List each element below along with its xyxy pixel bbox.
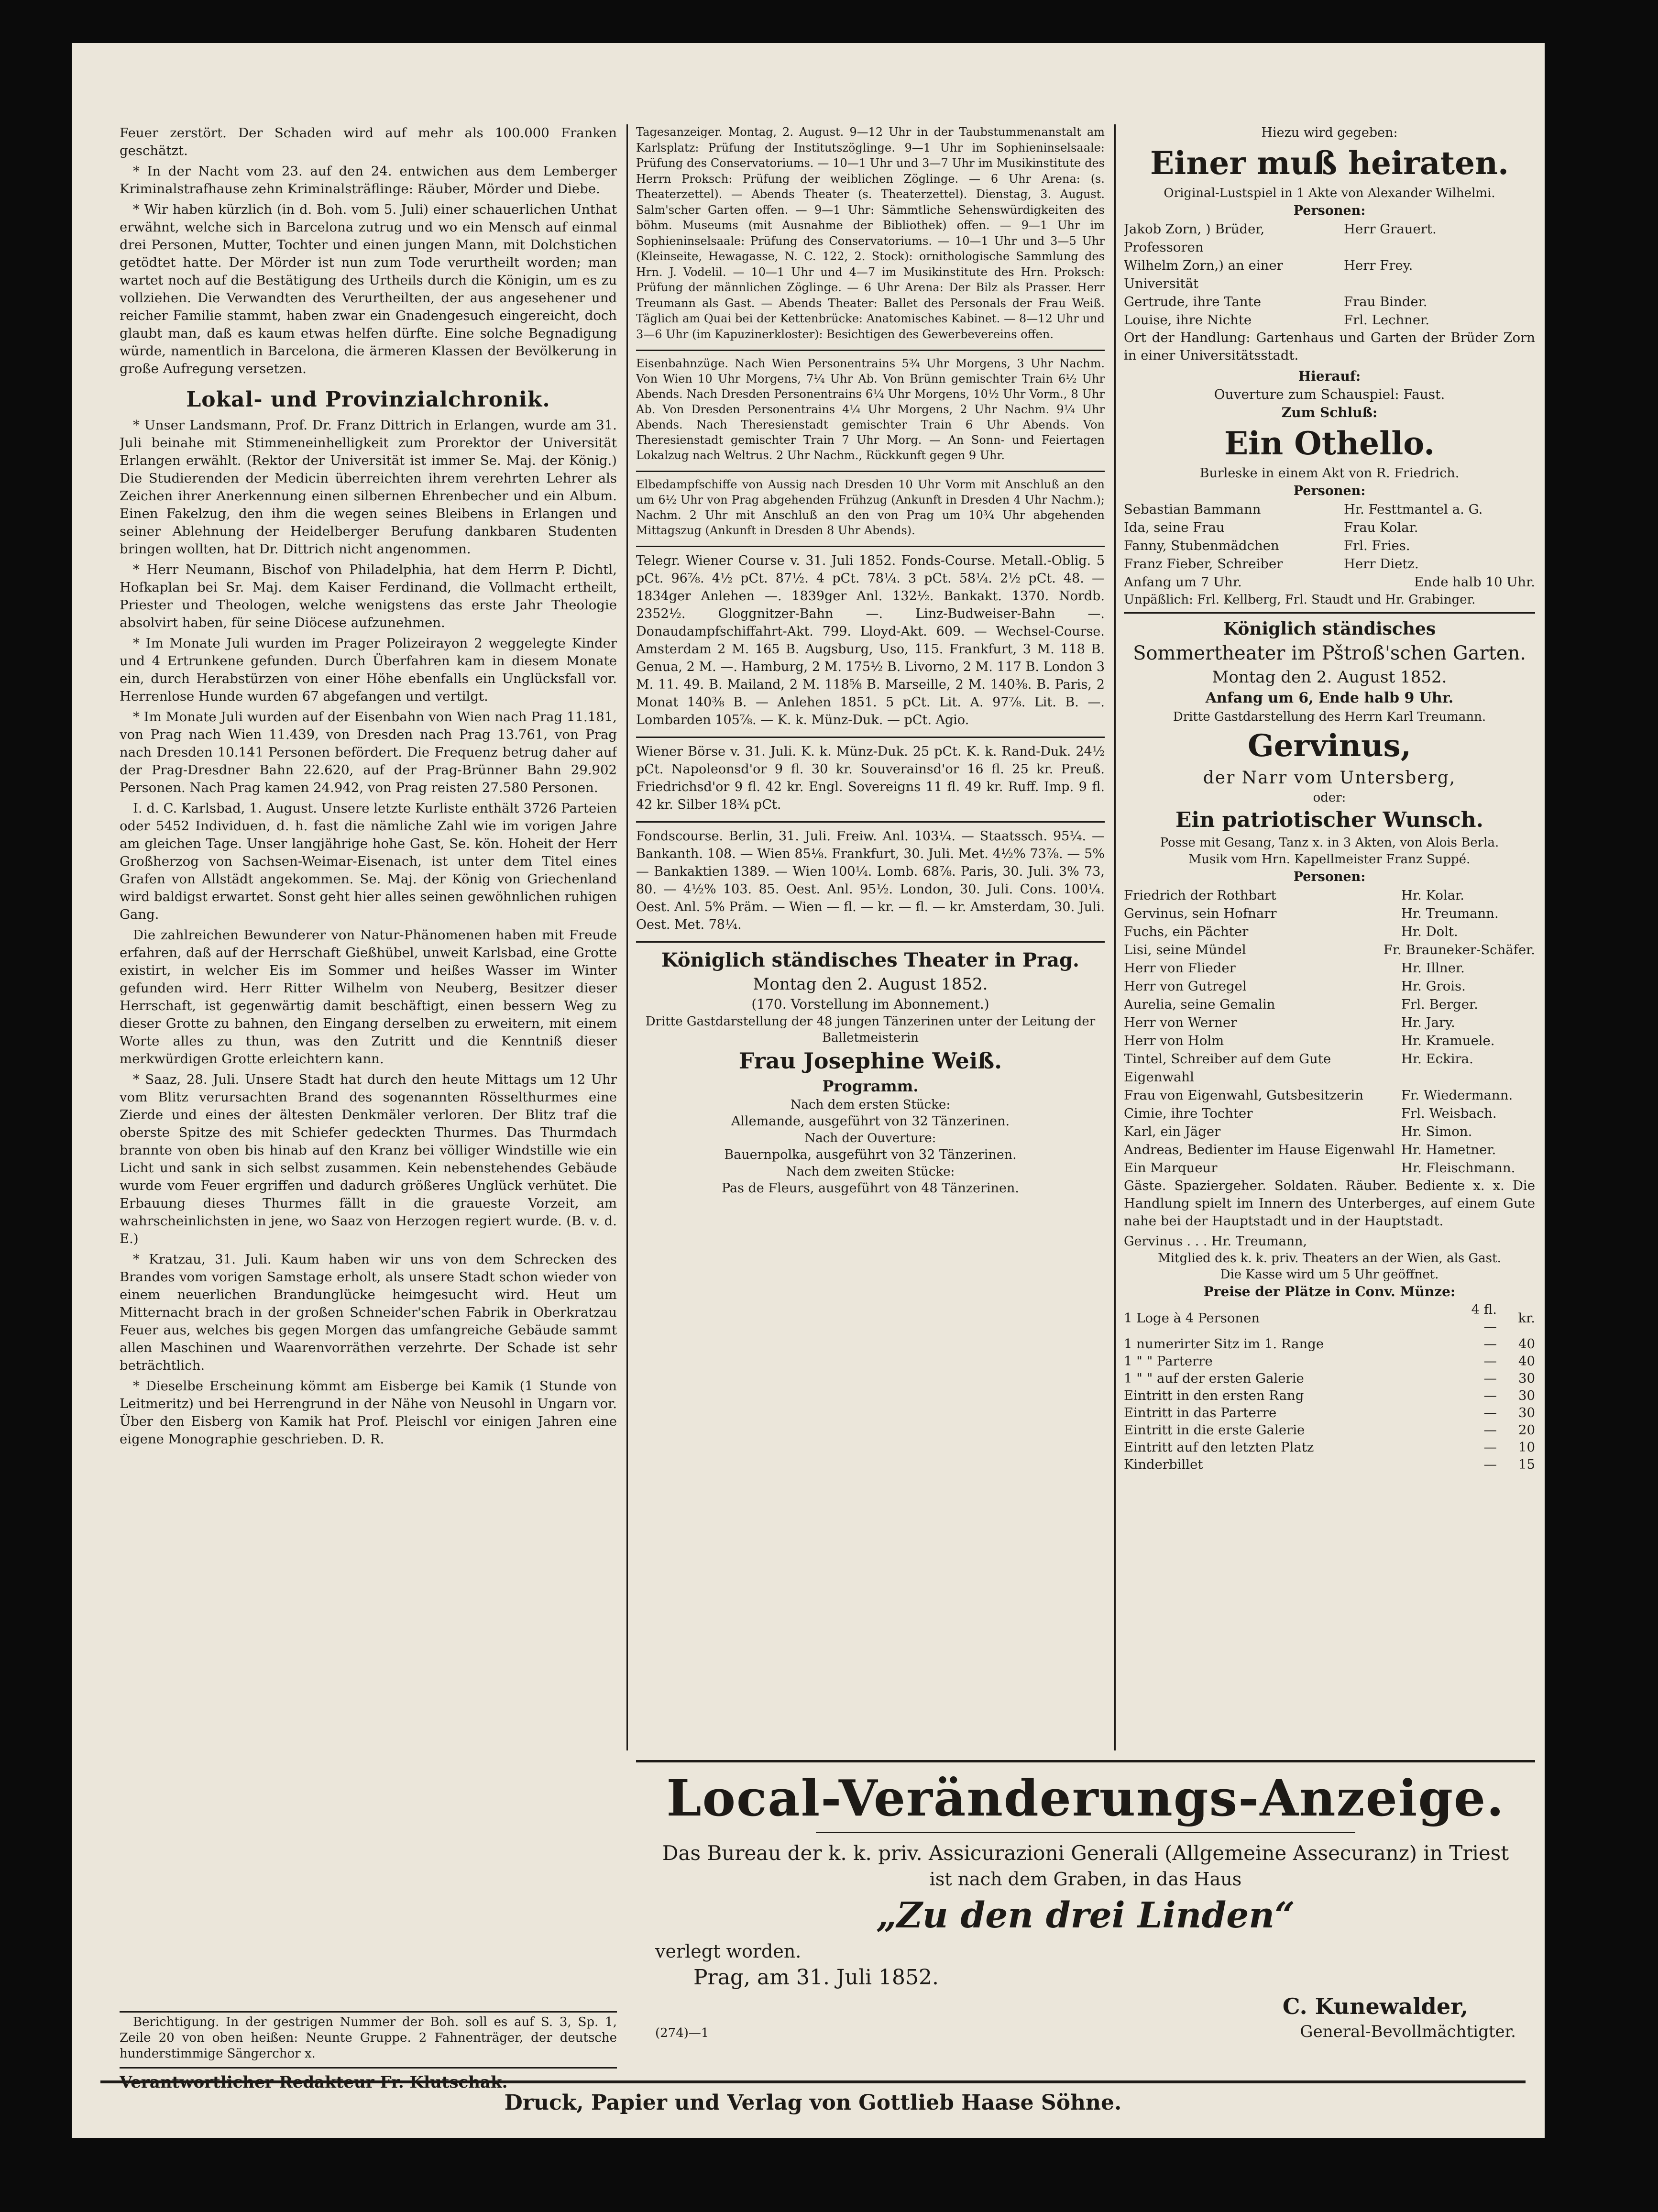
cast-row — [1124, 941, 1535, 959]
gaeste: Gäste. Spaziergeher. Soldaten. Räuber. Bediente x. x. Die Handlung spielt im Innern des Unterberges, auf einem Gute nahe bei der Hauptstadt und in der Hauptstadt. — [1124, 1178, 1535, 1229]
role: Jakob Zorn, ) Brüder, Professoren — [1124, 221, 1265, 255]
actor: Fr. Wiedermann. — [1401, 1088, 1513, 1103]
price-fl: — — [1483, 1440, 1497, 1455]
actor: Hr. Dolt. — [1401, 924, 1458, 939]
paragraph: * Wir haben kürzlich (in d. Boh. vom 5. Juli) einer schauerlichen Unthat erwähnt, welche sich in Barcelona zutrug und wo ein Mensch auf einmal drei Personen, Mutter, Tochter und einen jungen Mann, mit Dolchstichen getödtet hatte. Der Mörder ist nun zum Tode verurtheilt worden; man wartet noch auf die Bestätigung des Urtheils durch die Königin, um es zu vollziehen. Die Verwandten des Verurtheilten, der aus angesehener und reicher Familie stammt, haben zwar ein Gnadengesuch eingereicht, doch glaubt man, daß es kaum etwas helfen dürfte. Eine solche Begnadigung würde, namentlich in Barcelona, die ärmeren Klassen der Bevölkerung in große Aufregung versetzen. — [120, 202, 617, 376]
actor: Herr Frey. — [1344, 258, 1413, 273]
actor: Frau Binder. — [1344, 294, 1427, 309]
theater-box — [636, 947, 1105, 1197]
actor: Hr. Fleischmann. — [1401, 1160, 1515, 1176]
paragraph: * In der Nacht vom 23. auf den 24. entwichen aus dem Lemberger Kriminalstrafhause zehn Kriminalsträflinge: Räuber, Mörder und Diebe. — [120, 164, 617, 197]
kasse: Die Kasse wird um 5 Uhr geöffnet. — [1220, 1267, 1439, 1282]
actor: Frl. Weisbach. — [1401, 1106, 1497, 1121]
cast-row — [1124, 904, 1535, 923]
paragraph: * Dieselbe Erscheinung kömmt am Eisberge bei Kamik (1 Stunde von Leitmeritz) und bei Herrengrund in der Nähe von Neusohl in Ungarn vor. Über den Eisberg von Kamik hat Prof. Pleischl vor einigen Jahren eine eigene Monographie geschrieben. D. R. — [120, 1378, 617, 1447]
price-row — [1124, 1353, 1535, 1370]
cast-row — [1124, 959, 1535, 977]
advert-code: (274)—1 — [655, 2026, 709, 2040]
role: Gertrude, ihre Tante — [1124, 294, 1261, 309]
personen-label: Personen: — [1293, 484, 1366, 498]
imprint: Druck, Papier und Verlag von Gottlieb Haase Söhne. — [504, 2091, 1122, 2115]
actor: Herr Grauert. — [1344, 221, 1437, 237]
program-item: Nach dem zweiten Stücke: — [786, 1165, 955, 1179]
eisenbahn: Eisenbahnzüge. Nach Wien Personentrains 5¾ Uhr Morgens, 3 Uhr Nachm. Von Wien 10 Uhr Morgens, 7¼ Uhr Ab. Von Brünn gemischter Train 6½ Uhr Abends. Nach Dresden Personentrains 6¼ Uhr Morgens, 10½ Uhr Vorm., 8 Uhr Ab. Von Dresden Personentrains 4¼ Uhr Morgens, 2 Uhr Nachm. 9¼ Uhr Abends. Nach Theresienstadt gemischter Train 6 Uhr Abends. Von Theresienstadt gemischter Train 7 Uhr Morg. — An Sonn- und Feiertagen Lokalzug nach Weltrus. 2 Uhr Nachm., Rückkunft gegen 9 Uhr. — [636, 357, 1105, 462]
price-kr: kr. — [1518, 1310, 1535, 1326]
price-label: Eintritt auf den letzten Platz — [1124, 1440, 1314, 1455]
advert-date: Prag, am 31. Juli 1852. — [693, 1965, 939, 1990]
price-kr: 20 — [1518, 1422, 1535, 1438]
program-item: Nach dem ersten Stücke: — [790, 1098, 951, 1112]
price-fl: — — [1483, 1405, 1497, 1420]
role: Franz Fieber, Schreiber — [1124, 556, 1283, 572]
price-fl: — — [1483, 1354, 1497, 1369]
anfang: Anfang um 7 Uhr. — [1124, 574, 1242, 590]
actor: Hr. Grois. — [1401, 979, 1466, 994]
elbedampfschiffe: Elbedampfschiffe von Aussig nach Dresden 10 Uhr Vorm mit Anschluß an den um 6½ Uhr von Prag abgehenden Frühzug (Ankunft in Dresden 4 Uhr Nachm.); Nachm. 2 Uhr mit Anschluß an den von Prag um 10¾ Uhr abgehenden Mittagszug (Ankunft in Dresden 8 Uhr Abends). — [636, 478, 1105, 537]
role: Sebastian Bammann — [1124, 502, 1261, 517]
section-title: Lokal- und Provinzialchronik. — [186, 387, 550, 412]
advert-verlegt: verlegt worden. — [655, 1941, 802, 1962]
price-fl: — — [1483, 1457, 1497, 1472]
paragraph: Feuer zerstört. Der Schaden wird auf mehr als 100.000 Franken geschätzt. — [120, 125, 617, 158]
role: Louise, ihre Nichte — [1124, 312, 1252, 328]
telegr-course: Telegr. Wiener Course v. 31. Juli 1852. Fonds-Course. Metall.-Oblig. 5 pCt. 96⅞. 4½ pCt. 87½. 4 pCt. 78¼. 3 pCt. 58¼. 2½ pCt. 48. — 1834ger Anlehen —. 1839ger Anl. 132½. Bankakt. 1370. Nordb. 2352½. Gloggnitzer-Bahn —. Linz-Budweiser-Bahn —. Donaudampfschiffahrt-Akt. 799. Lloyd-Akt. 609. — Wechsel-Course. Amsterdam 2 M. 165 B. Augsburg, Uso, 115. Frankfurt, 3 M. 118 B. Genua, 2 M. —. Hamburg, 2 M. 175½ B. Livorno, 2 M. 117 B. London 3 M. 11. 49. B. Mailand, 2 M. 118⅝ B. Marseille, 2 M. 140⅜. B. Paris, 2 Monat 140⅜ B. — Anlehen 1851. 5 pCt. Lit. A. 97⅞. Lit. B. —. Lombarden 105⅞. — K. k. Münz-Duk. — pCt. Agio. — [636, 553, 1105, 727]
cast-row — [1124, 311, 1535, 329]
theater-dritte: Dritte Gastdarstellung der 48 jungen Tänzerinen unter der Leitung der Balletmeisterin — [645, 1014, 1096, 1045]
program-item: Allemande, ausgeführt von 32 Tänzerinen. — [731, 1114, 1010, 1129]
hierauf: Hierauf: — [1298, 368, 1361, 384]
actor: Hr. Hametner. — [1401, 1142, 1496, 1157]
price-row — [1124, 1456, 1535, 1473]
oder: oder: — [1313, 791, 1346, 805]
paragraph: Die zahlreichen Bewunderer von Natur-Phänomenen haben mit Freude erfahren, daß auf der Herrschaft Gießhübel, unweit Karlsbad, eine Grotte existirt, in welcher Eis im Sommer und heißes Wasser im Winter gefunden wird. Herr Ritter Wilhelm von Neuberg, Besitzer dieser Herrschaft, ist gegenwärtig damit beschäftigt, einen bessern Weg zu dieser Grotte zu bahnen, den Eingang derselben zu erweitern, mit einem Worte alles zu thun, was den Zutritt und die Kenntniß dieser merkwürdigen Grotte erleichtern kann. — [120, 927, 617, 1067]
price-label: Eintritt in das Parterre — [1124, 1405, 1277, 1420]
cast-row — [1124, 293, 1535, 311]
fondscourse: Fondscourse. Berlin, 31. Juli. Freiw. Anl. 103¼. — Staatssch. 95¼. — Bankanth. 108. — Wien 85⅛. Frankfurt, 30. Juli. Met. 4½% 73⅞. — 5% — Bankaktien 1389. — Wien 100¼. Lomb. 68⅞. Paris, 30. Juli. 3% 73, 80. — 4½% 103. 85. Oest. Anl. 95½. London, 30. Juli. Cons. 100¼. Oest. Anl. 5% Präm. — Wien — fl. — kr. — fl. — kr. Amsterdam, 30. Juli. Oest. Met. 78¼. — [636, 829, 1105, 932]
time-row — [1124, 573, 1535, 591]
cast-row — [1124, 518, 1535, 537]
price-kr: 15 — [1518, 1457, 1535, 1472]
wunsch-title: Ein patriotischer Wunsch. — [1175, 808, 1483, 832]
price-kr: 30 — [1518, 1405, 1535, 1420]
advert-signer: C. Kunewalder, — [1282, 1993, 1468, 2019]
price-row — [1124, 1404, 1535, 1421]
actor: Hr. Festtmantel a. G. — [1344, 502, 1483, 517]
role: Cimie, ihre Tochter — [1124, 1106, 1253, 1121]
price-row — [1124, 1421, 1535, 1439]
cast-row — [1124, 995, 1535, 1013]
advert-house: „Zu den drei Linden“ — [876, 1895, 1295, 1936]
role: Friedrich der Rothbart — [1124, 888, 1276, 903]
price-row — [1124, 1301, 1535, 1335]
actor: Hr. Simon. — [1401, 1124, 1472, 1139]
role: Herr von Werner — [1124, 1015, 1237, 1030]
ort-der-handlung: Ort der Handlung: Gartenhaus und Garten der Brüder Zorn in einer Universitätsstadt. — [1124, 330, 1535, 363]
program-item: Nach der Ouverture: — [804, 1131, 936, 1145]
price-fl: — — [1483, 1336, 1497, 1352]
cast-row — [1124, 977, 1535, 995]
price-label: Eintritt in die erste Galerie — [1124, 1422, 1305, 1438]
actor: Hr. Treumann. — [1401, 906, 1499, 921]
tagesanzeiger-box — [636, 124, 1105, 351]
editor: Verantwortlicher Redakteur Fr. Klutschak. — [120, 2073, 508, 2092]
price-kr: 40 — [1518, 1354, 1535, 1369]
advert-headline: Local-Veränderungs-Anzeige. — [666, 1769, 1505, 1827]
actor: Hr. Kolar. — [1401, 888, 1465, 903]
sommer-date: Montag den 2. August 1852. — [1212, 668, 1447, 687]
actor: Hr. Kramuele. — [1401, 1033, 1495, 1048]
personen-label: Personen: — [1293, 203, 1366, 218]
price-row — [1124, 1439, 1535, 1456]
cast-row — [1124, 1032, 1535, 1050]
correction: Berichtigung. In der gestrigen Nummer der Boh. soll es auf S. 3, Sp. 1, Zeile 20 von oben heißen: Neunte Gruppe. 2 Fahnenträger, der deutsche hunderstimmige Sängerchor x. — [120, 2015, 617, 2061]
price-row — [1124, 1335, 1535, 1353]
othello-title: Ein Othello. — [1224, 425, 1435, 462]
price-fl: — — [1483, 1388, 1497, 1403]
burleske: Burleske in einem Akt von R. Friedrich. — [1199, 466, 1460, 481]
paragraph: * Kratzau, 31. Juli. Kaum haben wir uns von dem Schrecken des Brandes vom vorigen Samstage erholt, als unsere Stadt schon wieder von einem neuerlichen Brandunglücke heimgesucht wird. Heut um Mitternacht brach in der großen Schneider'schen Fabrik in Oberkratzau Feuer aus, welches bis gegen Morgen das umfangreiche Gebäude sammt allen Maschinen und Waarenvorräthen verzehrte. Der Schade ist sehr beträchtlich. — [120, 1252, 617, 1373]
cast-row — [1124, 256, 1535, 293]
role: Andreas, Bedienter im Hause Eigenwahl — [1124, 1142, 1395, 1157]
role: Fuchs, ein Pächter — [1124, 924, 1249, 939]
cast-row — [1124, 1104, 1535, 1123]
advert-line: ist nach dem Graben, in das Haus — [929, 1869, 1242, 1890]
cast-row — [1124, 1013, 1535, 1032]
theater-vorstellung: (170. Vorstellung im Abonnement.) — [751, 996, 989, 1012]
role: Tintel, Schreiber auf dem Gute Eigenwahl — [1124, 1051, 1331, 1085]
narr-subtitle: der Narr vom Untersberg, — [1203, 768, 1456, 788]
price-table — [1124, 1301, 1535, 1473]
sommer-anfang: Anfang um 6, Ende halb 9 Uhr. — [1205, 690, 1454, 706]
price-kr: 30 — [1518, 1371, 1535, 1386]
wiener-boerse: Wiener Börse v. 31. Juli. K. k. Münz-Duk. 25 pCt. K. k. Rand-Duk. 24½ pCt. Napoleonsd'or 9 fl. 30 kr. Souverainsd'or 16 fl. 25 kr. Preuß. Friedrichsd'or 9 fl. 42 kr. Engl. Sovereigns 11 fl. 49 kr. Ruff. Imp. 9 fl. 42 kr. Silber 18¾ pCt. — [636, 744, 1105, 812]
paragraph: * Unser Landsmann, Prof. Dr. Franz Dittrich in Erlangen, wurde am 31. Juli beinahe mit Stimmeneinhelligkeit zum Prorektor der Universität Erlangen erwählt. (Rektor der Universität ist immer Se. Maj. der König.) Die Studierenden der Medicin überreichten ihrem verehrten Lehrer als Zeichen ihrer Anerkennung einen silbernen Ehrenbecher und ein Album. Einen Fakelzug, den ihm die wegen seines Bleibens in Erlangen und seiner Ablehnung der Heidelberger Berufung dankbaren Studenten bringen wollten, hat Dr. Dittrich nicht angenommen. — [120, 418, 617, 557]
cast-row — [1124, 1159, 1535, 1177]
footer — [100, 2088, 1526, 2121]
price-kr: 30 — [1518, 1388, 1535, 1403]
correction-box — [120, 2014, 617, 2067]
newspaper-page — [72, 43, 1545, 2138]
hiezu: Hiezu wird gegeben: — [1261, 125, 1398, 140]
paragraph: * Saaz, 28. Juli. Unsere Stadt hat durch den heute Mittags um 12 Uhr vom Blitz verursachten Brand des sogenannten Rösselthurmes eine Zierde und eines der ältesten Denkmäler verloren. Der Blitz traf die oberste Spitze des mit Schiefer gedeckten Thurmes. Das Thurmdach brannte von oben bis hinab auf den Kranz bei völliger Windstille wie ein Licht und sank in sich selbst zusammen. Kein nebenstehendes Gebäude wurde vom Feuer ergriffen und dadurch größeres Unglück verhütet. Die Erbauung dieses Thurmes fällt in die graueste Vorzeit, am wahrscheinlichsten in jene, wo Saaz von Herzogen regiert wurde. (B. v. d. E.) — [120, 1072, 617, 1246]
cast-row — [1124, 500, 1535, 518]
cast-row — [1124, 1086, 1535, 1104]
fonds-box — [636, 827, 1105, 943]
role: Wilhelm Zorn,) an einer Universität — [1124, 258, 1283, 291]
tagesanzeiger: Tagesanzeiger. Montag, 2. August. 9—12 Uhr in der Taubstummenanstalt am Karlsplatz: Prüfung der Institutszöglinge. 9—1 Uhr im Sophieninselsaale: Prüfung des Conservatoriums. — 10—1 Uhr und 3—7 Uhr im Musikinstitute des Herrn Proksch: Prüfung der weiblichen Zöglinge. — 6 Uhr Arena: (s. Theaterzettel). — Abends Theater (s. Theaterzettel). Dienstag, 3. August. Salm'scher Garten offen. — 9—1 Uhr: Sämmtliche Sehenswürdigkeiten des böhm. Museums (mit Ausnahme der Bibliothek) offen. — 9—1 Uhr im Sophieninselsaale: Prüfung des Conservatoriums. — 10—1 Uhr und 3—5 Uhr (Kleinseite, Hewagasse, N. C. 122, 2. Stock): ornithologische Sammlung des Hrn. J. Vodelil. — 10—1 Uhr und 4—7 im Musikinstitute des Hrn. Proksch: Prüfung der männlichen Zöglinge. — 6 Uhr Arena: Der Bilz als Prasser. Herr Treumann als Gast. — Abends Theater: Ballet des Personals der Frau Weiß. Täglich am Quai bei der Kettenbrücke: Anatomisches Kabinet. — 8—12 Uhr und 3—6 Uhr (im Kapuzinerkloster): Besichtigen des Gewerbevereins offen. — [636, 125, 1105, 341]
actor: Hr. Eckira. — [1401, 1051, 1473, 1067]
cast-row — [1124, 537, 1535, 555]
price-kr: 10 — [1518, 1440, 1535, 1455]
actor: Herr Dietz. — [1344, 556, 1419, 572]
ouverture: Ouverture zum Schauspiel: Faust. — [1214, 386, 1445, 402]
advert-line: Das Bureau der k. k. priv. Assicurazioni Generali (Allgemeine Assecuranz) in Triest — [662, 1841, 1509, 1865]
price-label: 1 Loge à 4 Personen — [1124, 1310, 1260, 1326]
price-fl: — — [1483, 1422, 1497, 1438]
role: Lisi, seine Mündel — [1124, 942, 1246, 957]
role: Frau von Eigenwahl, Gutsbesitzerin — [1124, 1088, 1364, 1103]
sommertheater: Sommertheater im Pštroß'schen Garten. — [1133, 642, 1526, 664]
price-fl: — — [1483, 1371, 1497, 1386]
zum-schluss: Zum Schluß: — [1281, 405, 1378, 420]
middle-column — [636, 124, 1105, 1750]
unpaesslich: Unpäßlich: Frl. Kellberg, Frl. Staudt und Hr. Grabinger. — [1124, 593, 1476, 607]
gervinus-title: Gervinus, — [1248, 728, 1411, 764]
play-subtitle: Original-Lustspiel in 1 Akte von Alexander Wilhelmi. — [1164, 186, 1495, 200]
paragraph: * Im Monate Juli wurden auf der Eisenbahn von Wien nach Prag 11.181, von Prag nach Wien 11.439, von Dresden nach Prag 13.761, von Prag nach Dresden 10.141 Personen befördert. Die Frequenz betrug daher auf der Prag-Dresdner Bahn 22.620, auf der Prag-Brünner Bahn 29.902 Personen. Nach Prag kamen 24.942, von Prag reisten 27.580 Personen. — [120, 709, 617, 795]
role: Aurelia, seine Gemalin — [1124, 997, 1275, 1012]
price-label: Kinderbillet — [1124, 1457, 1203, 1472]
paragraph: * Herr Neumann, Bischof von Philadelphia, hat dem Herrn P. Dichtl, Hofkaplan bei Sr. Maj. dem Kaiser Ferdinand, die Vollmacht ertheilt, Priester und Theologen, welche wenigstens das erste Jahr Theologie absolvirt haben, für seine Diöcese aufzunehmen. — [120, 562, 617, 630]
theater-name: Frau Josephine Weiß. — [738, 1048, 1002, 1074]
actor: Frl. Fries. — [1344, 538, 1410, 553]
role: Herr von Flieder — [1124, 960, 1236, 976]
price-label: 1 " " Parterre — [1124, 1354, 1213, 1369]
mitglied: Mitglied des k. k. priv. Theaters an der Wien, als Gast. — [1158, 1251, 1501, 1266]
gervinus-gast: Gervinus . . . Hr. Treumann, — [1124, 1234, 1307, 1249]
left-column — [120, 124, 617, 2009]
price-label: 1 " " auf der ersten Galerie — [1124, 1371, 1304, 1386]
paragraph: I. d. C. Karlsbad, 1. August. Unsere letzte Kurliste enthält 3726 Parteien oder 5452 Individuen, d. h. fast die nämliche Zahl wie im vorigen Jahre am gleichen Tage. Unser langjährige hohe Gast, Se. kön. Hoheit der Herr Großherzog von Sachsen-Weimar-Eisenach, ist unter dem Titel eines Grafen von Allstädt angekommen. Se. Maj. der König von Griechenland wird baldigst erwartet. Sonst geht hier alles seinen gewöhnlichen ruhigen Gang. — [120, 801, 617, 922]
price-fl: 4 fl. — — [1471, 1302, 1497, 1334]
preise-title: Preise der Plätze in Conv. Münze: — [1203, 1284, 1456, 1299]
actor: Frl. Berger. — [1401, 997, 1478, 1012]
actor: Hr. Illner. — [1401, 960, 1465, 976]
role: Ida, seine Frau — [1124, 520, 1225, 535]
programm: Programm. — [822, 1077, 919, 1095]
price-label: Eintritt in den ersten Rang — [1124, 1388, 1304, 1403]
cast-row — [1124, 220, 1535, 256]
telegr-box — [636, 552, 1105, 738]
price-kr: 40 — [1518, 1336, 1535, 1352]
cast-row — [1124, 1141, 1535, 1159]
play-title: Einer muß heiraten. — [1150, 144, 1509, 182]
cast-row — [1124, 1123, 1535, 1141]
price-label: 1 numerirter Sitz im 1. Range — [1124, 1336, 1324, 1352]
theater-date: Montag den 2. August 1852. — [753, 975, 988, 994]
personen-label: Personen: — [1293, 869, 1366, 884]
role: Herr von Gutregel — [1124, 979, 1247, 994]
koenig-heading: Königlich ständisches — [1223, 619, 1436, 639]
cast-row — [1124, 1050, 1535, 1086]
right-column — [1124, 124, 1535, 1750]
elbe-box — [636, 477, 1105, 547]
actor: Hr. Jary. — [1401, 1015, 1455, 1030]
role: Fanny, Stubenmädchen — [1124, 538, 1279, 553]
role: Gervinus, sein Hofnarr — [1124, 906, 1277, 921]
actor: Frau Kolar. — [1344, 520, 1418, 535]
paragraph: * Im Monate Juli wurden im Prager Polizeirayon 2 weggelegte Kinder und 4 Ertrunkene gefunden. Durch Überfahren kam in diesem Monate ein, durch Herabstürzen von einer Höhe ebenfalls ein Unglücksfall vor. Herrenlose Hunde wurden 67 abgefangen und vertilgt. — [120, 636, 617, 704]
program-item: Pas de Fleurs, ausgeführt von 48 Tänzerinen. — [722, 1181, 1019, 1196]
advert — [636, 1765, 1535, 2071]
role: Herr von Holm — [1124, 1033, 1224, 1048]
eisenbahn-box — [636, 356, 1105, 472]
sommer-dritte: Dritte Gastdarstellung des Herrn Karl Treumann. — [1173, 710, 1486, 724]
price-row — [1124, 1370, 1535, 1387]
musik: Musik vom Hrn. Kapellmeister Franz Suppé. — [1188, 852, 1471, 867]
role: Ein Marqueur — [1124, 1160, 1218, 1176]
role: Karl, ein Jäger — [1124, 1124, 1221, 1139]
actor: Frl. Lechner. — [1344, 312, 1430, 328]
cast-row — [1124, 923, 1535, 941]
price-row — [1124, 1387, 1535, 1404]
program-item: Bauernpolka, ausgeführt von 32 Tänzerinen. — [724, 1147, 1017, 1162]
theater-title: Königlich ständisches Theater in Prag. — [661, 949, 1079, 971]
boerse-box — [636, 743, 1105, 823]
cast-row — [1124, 555, 1535, 573]
advert-role: General-Bevollmächtigter. — [1300, 2022, 1516, 2041]
actor: Fr. Brauneker-Schäfer. — [1383, 942, 1535, 957]
ende: Ende halb 10 Uhr. — [1414, 574, 1535, 590]
cast-row — [1124, 886, 1535, 904]
posse: Posse mit Gesang, Tanz x. in 3 Akten, von Alois Berla. — [1160, 836, 1499, 850]
